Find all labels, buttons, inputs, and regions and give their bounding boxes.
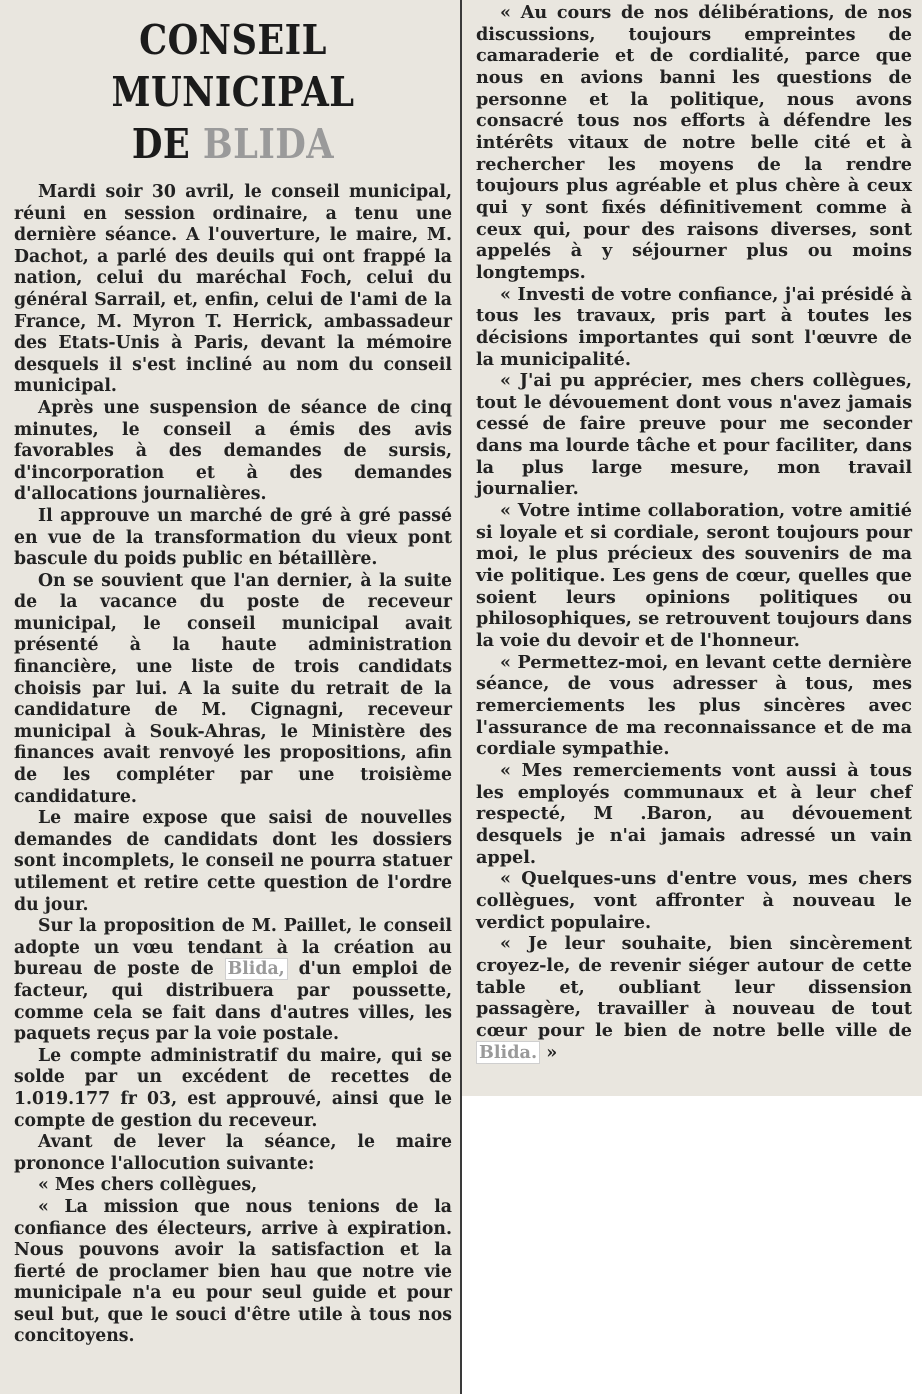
paragraph-text: d'un emploi de facteur, qui distribuera par poussette, comme cela se fait dans d'autres villes, les paquets reçus par la voie postale. xyxy=(14,959,452,1045)
place-name-highlight: Blida. xyxy=(476,1041,540,1064)
article-paragraph: On se souvient que l'an dernier, à la suite de la vacance du poste de receveur municipal, le conseil municipal avait présenté à la haute administration financière, une liste de trois candidats choisis par lui. A la suite du retrait de la candidature de M. Cignagni, receveur municipal à Souk-Ahras, le Ministère des finances avait renvoyé les propositions, afin de les compléter par une troisième candidature. xyxy=(14,570,452,807)
article-paragraph: « Investi de votre confiance, j'ai présidé à tous les travaux, pris part à toutes les décisions importantes qui sont l'œuvre de la municipalité. xyxy=(476,283,912,370)
headline-prefix: DE xyxy=(131,120,191,168)
article-paragraph: « J'ai pu apprécier, mes chers collègues, tout le dévouement dont vous n'avez jamais cessé de faire preuve pour me seconder dans ma lourde tâche et pour faciliter, dans la plus large mesure, mon travail journalier. xyxy=(476,370,912,500)
article-paragraph: Avant de lever la séance, le maire prononce l'allocution suivante: xyxy=(14,1132,452,1174)
article-paragraph: « Votre intime collaboration, votre amitié si loyale et si cordiale, seront toujours pour moi, le plus précieux des souvenirs de ma vie politique. Les gens de cœur, quelles que soient leurs opinions politiques ou philosophiques, se retrouvent toujours dans la voie du devoir et de l'honneur. xyxy=(476,500,912,652)
article-paragraph: Après une suspension de séance de cinq minutes, le conseil a émis des avis favorables à des demandes de sursis, d'incorporation et à des demandes d'allocations journalières. xyxy=(14,397,452,505)
article-paragraph: « La mission que nous tenions de la confiance des électeurs, arrive à expiration. Nous pouvons avoir la satisfaction et la fierté de proclamer bien hau que notre vie municipale n'a eu pour seul guide et pour seul but, que le souci d'être utile à tous nos concitoyens. xyxy=(14,1196,452,1347)
article-paragraph: « Mes remerciements vont aussi à tous les employés communaux et à leur chef respecté, M .Baron, au dévouement desquels je n'ai jamais adressé un vain appel. xyxy=(476,759,912,868)
article-paragraph: Mardi soir 30 avril, le conseil municipal, réuni en session ordinaire, a tenu une dernière séance. A l'ouverture, le maire, M. Dachot, a parlé des deuils qui ont frappé la nation, celui du maréchal Foch, celui du général Sarrail, et, enfin, celui de l'ami de la France, M. Myron T. Herrick, ambassadeur des Etats-Unis à Paris, devant la mémoire desquels il s'est incliné au nom du conseil municipal. xyxy=(14,182,452,397)
headline-line-2 xyxy=(45,118,422,170)
article-paragraph: Le compte administratif du maire, qui se solde par un excédent de recettes de 1.019.177 fr 03, est approuvé, ainsi que le compte de gestion du receveur. xyxy=(14,1045,452,1131)
paragraph-text: « Je leur souhaite, bien sincèrement croyez-le, de revenir siéger autour de cette table et, oubliant leur dissension passagère, travailler à nouveau de tout cœur pour le bien de notre belle ville de xyxy=(476,933,912,1041)
article-paragraph: Il approuve un marché de gré à gré passé en vue de la transformation du vieux pont bascule du poids public en bétaillère. xyxy=(14,505,452,570)
article-paragraph: « Mes chers collègues, xyxy=(38,1175,258,1196)
article-paragraph: « Au cours de nos délibérations, de nos discussions, toujours empreintes de camaraderie et de cordialité, parce que nous en avions banni les questions de personne et la politique, nous avons consacré tous nos efforts à défendre les intérêts vitaux de notre belle cité et à rechercher les moyens de la rendre toujours plus agréable et plus chère à ceux qui y sont fixés définitivement comme à ceux qui, pour des raisons diverses, sont appelés à y séjourner plus ou moins longtemps. xyxy=(476,2,912,283)
paragraph-text: » xyxy=(540,1041,558,1063)
article-paragraph: « Quelques-uns d'entre vous, mes chers collègues, vont affronter à nouveau le verdict populaire. xyxy=(476,868,912,933)
right-column xyxy=(462,0,922,1096)
place-name-highlight: Blida, xyxy=(225,958,288,980)
article-paragraph xyxy=(476,933,912,1063)
article-paragraph: « Permettez-moi, en levant cette dernière séance, de vous adresser à tous, mes remerciements les plus sincères avec l'assurance de ma reconnaissance et de ma cordiale sympathie. xyxy=(476,651,912,760)
article-paragraph xyxy=(14,916,452,1046)
article-paragraph: Le maire expose que saisi de nouvelles demandes de candidats dont les dossiers sont incomplets, le conseil ne pourra statuer utilement et retire cette question de l'ordre du jour. xyxy=(14,808,452,915)
paragraph-text: Sur la proposition de M. Paillet, le conseil adopte un vœu tendant à la création au bureau de poste de xyxy=(14,916,452,980)
headline xyxy=(45,14,422,170)
headline-place-name: BLIDA xyxy=(202,120,335,168)
headline-line-1: CONSEIL MUNICIPAL xyxy=(111,16,355,116)
